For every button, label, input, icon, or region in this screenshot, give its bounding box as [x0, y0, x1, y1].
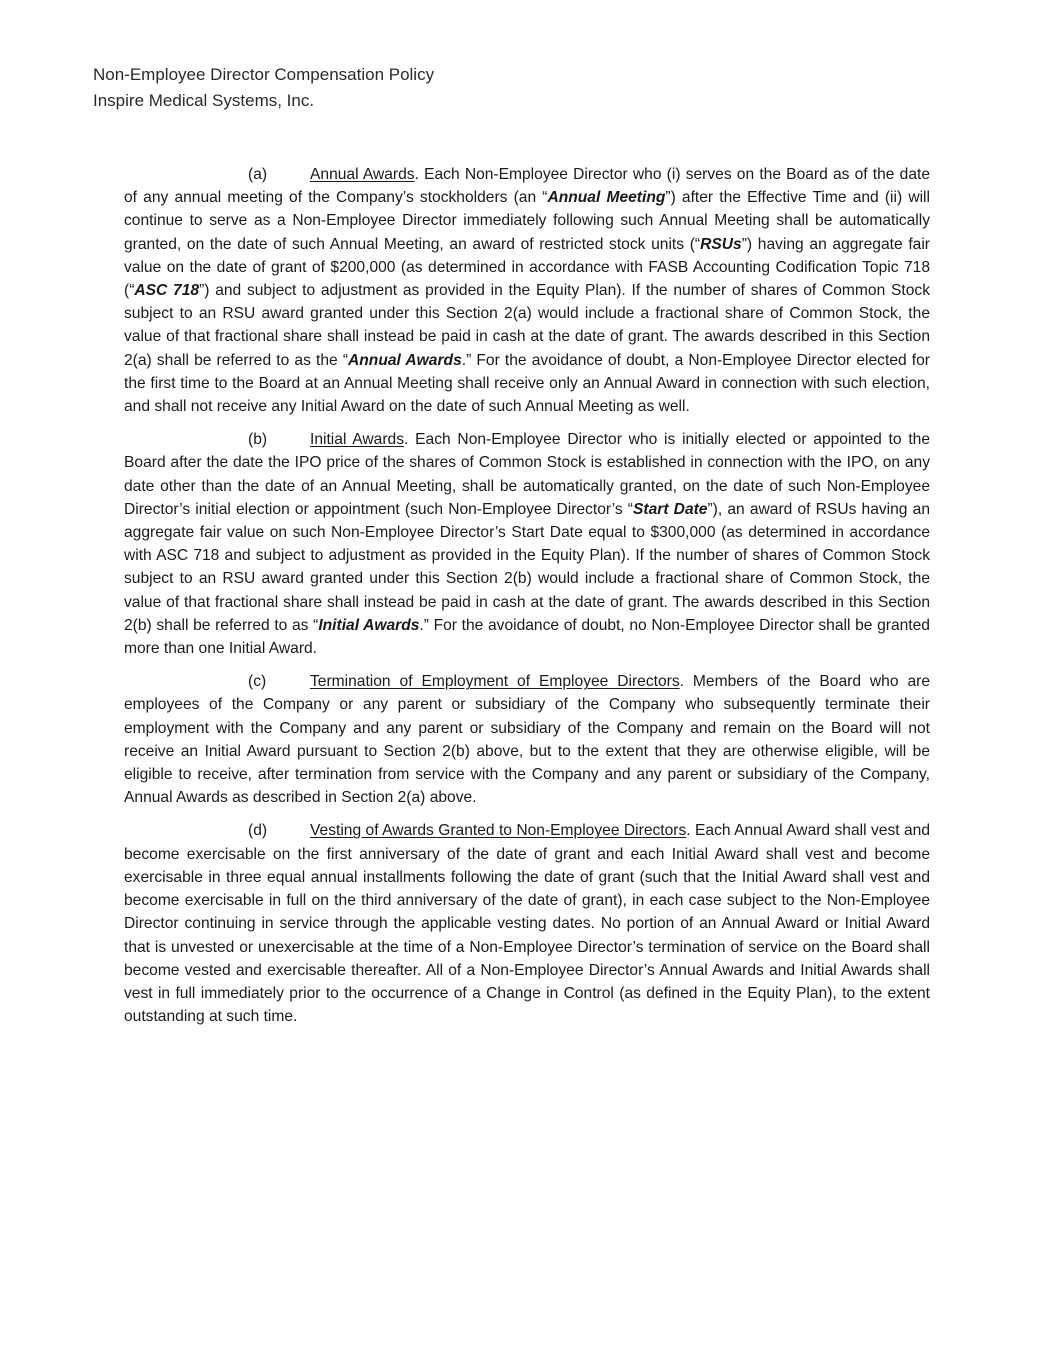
- defined-term: ASC 718: [134, 282, 200, 300]
- defined-term: Initial Awards: [318, 616, 420, 634]
- paragraph-label: (a): [248, 166, 268, 183]
- paragraph-text: ”) after the Effective Time and (ii) will continue to serve as a Non-Employee Director immediately following such Annual Meeting shall be automatically granted, on the date of such Annual Meeting, an award of restricted stock units (“: [124, 189, 930, 253]
- paragraph-heading: Vesting of Awards Granted to Non-Employee Directors: [310, 822, 687, 840]
- paragraph-text: ”) and subject to adjustment as provided in the Equity Plan). If the number of shares of Common Stock subject to an RSU award granted under this Section 2(a) would include a fractional share of Common Stock, the value of that fractional share shall instead be paid in cash at the date of grant. The awards described in this Section 2(a) shall be referred to as the “: [124, 282, 930, 369]
- document-title: Non-Employee Director Compensation Policy: [93, 65, 435, 84]
- paragraph-label: (d): [248, 822, 268, 840]
- defined-term: RSUs: [700, 235, 742, 253]
- paragraph-heading: Annual Awards: [310, 166, 415, 183]
- defined-term: Annual Awards: [348, 351, 462, 369]
- paragraph-heading: Termination of Employment of Employee Directors: [310, 673, 680, 691]
- section-paragraph: [124, 163, 930, 418]
- paragraph-heading: Initial Awards: [310, 431, 405, 449]
- paragraph-text: . Each Annual Award shall vest and become exercisable on the first anniversary of the date of grant and each Initial Award shall vest and become exercisable in three equal annual installments following the date of grant (such that the Initial Award shall vest and become exercisable in full on the third anniversary of the date of grant), in each case subject to the Non-Employee Director continuing in service through the applicable vesting dates. No portion of an Annual Award or Initial Award that is unvested or unexercisable at the time of a Non-Employee Director’s termination of service on the Board shall become vested and exercisable thereafter. All of a Non-Employee Director’s Annual Awards and Initial Awards shall vest in full immediately prior to the occurrence of a Change in Control (as defined in the Equity Plan), to the extent outstanding at such time.: [124, 822, 930, 1026]
- paragraph-text: ”) having an aggregate fair value on the date of grant of $200,000 (as determined in accordance with FASB Accounting Codification Topic 718 (“: [124, 235, 930, 300]
- paragraph-text: .” For the avoidance of doubt, no Non-Employee Director shall be granted more than one Initial Award.: [124, 616, 930, 658]
- section-paragraph: [124, 819, 930, 1028]
- document-body: [124, 163, 930, 1038]
- paragraph-text: . Each Non-Employee Director who (i) serves on the Board as of the date of any annual meeting of the Company’s stockholders (an “: [124, 166, 930, 207]
- defined-term: Annual Meeting: [547, 189, 666, 207]
- defined-term: Start Date: [633, 500, 708, 518]
- section-paragraph: [124, 670, 930, 809]
- paragraph-label: (c): [248, 673, 267, 691]
- paragraph-text: ”), an award of RSUs having an aggregate fair value on such Non-Employee Director’s Start Date equal to $300,000 (as determined in accordance with ASC 718 and subject to adjustment as provided in the Equity Plan). If the number of shares of Common Stock subject to an RSU award granted under this Section 2(b) would include a fractional share of Common Stock, the value of that fractional share shall instead be paid in cash at the date of grant. The awards described in this Section 2(b) shall be referred to as “: [124, 500, 930, 634]
- paragraph-text: . Members of the Board who are employees of the Company or any parent or subsidiary of the Company who subsequently terminate their employment with the Company and any parent or subsidiary of the Company and remain on the Board will not receive an Initial Award pursuant to Section 2(b) above, but to the extent that they are otherwise eligible, will be eligible to receive, after termination from service with the Company and any parent or subsidiary of the Company, Annual Awards as described in Section 2(a) above.: [124, 673, 930, 807]
- paragraph-text: .” For the avoidance of doubt, a Non-Employee Director elected for the first time to the Board at an Annual Meeting shall receive only an Annual Award in connection with such election, and shall not receive any Initial Award on the date of such Annual Meeting as well.: [124, 351, 930, 416]
- paragraph-text: . Each Non-Employee Director who is initially elected or appointed to the Board after the date the IPO price of the shares of Common Stock is established in connection with the IPO, on any date other than the date of an Annual Meeting, shall be automatically granted, on the date of such Non-Employee Director’s initial election or appointment (such Non-Employee Director’s “: [124, 431, 931, 518]
- company-name: Inspire Medical Systems, Inc.: [93, 91, 315, 110]
- paragraph-label: (b): [248, 431, 268, 449]
- section-paragraph: [124, 428, 930, 660]
- page-header: [93, 62, 434, 114]
